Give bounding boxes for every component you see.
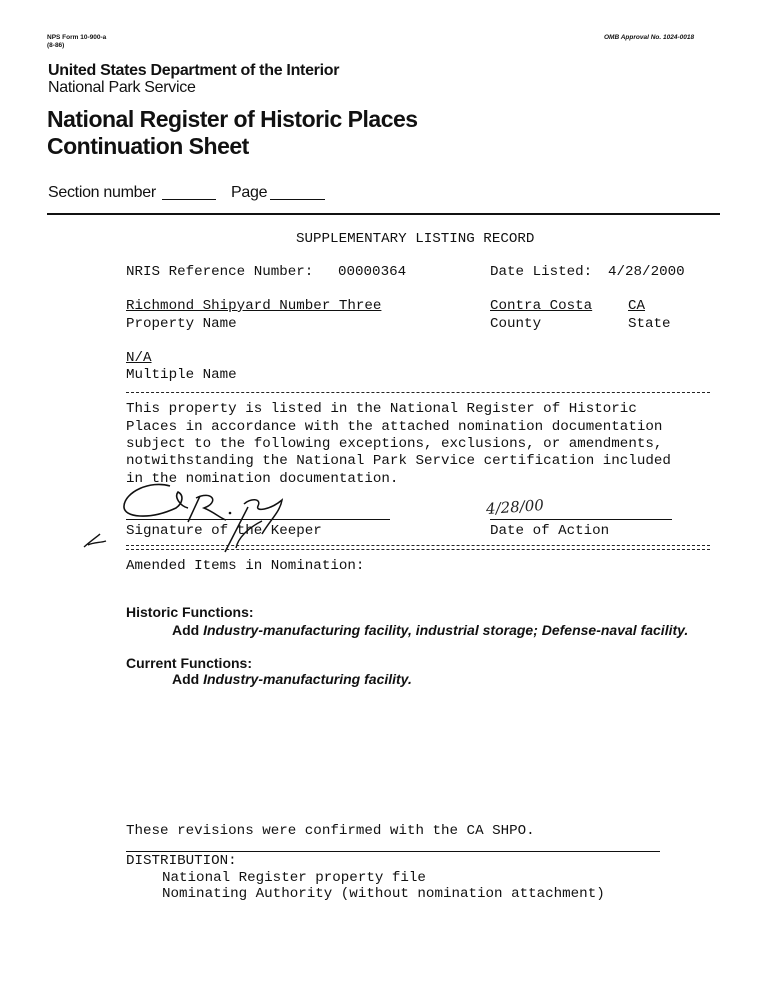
department-name: United States Department of the Interior xyxy=(48,62,340,79)
page-title-line2: Continuation Sheet xyxy=(47,133,249,159)
record-heading: SUPPLEMENTARY LISTING RECORD xyxy=(296,231,535,247)
statement-line-4: notwithstanding the National Park Service certification included xyxy=(126,453,671,469)
date-of-action-label: Date of Action xyxy=(490,523,610,539)
historic-functions-heading: Historic Functions: xyxy=(126,604,254,620)
double-divider xyxy=(126,545,710,550)
form-revision: (8-86) xyxy=(47,42,65,49)
multiple-name-label: Multiple Name xyxy=(126,367,237,383)
signature-label: Signature of the Keeper xyxy=(126,523,322,539)
county-label: County xyxy=(490,316,542,332)
state-label: State xyxy=(628,316,671,332)
distribution-item: National Register property file xyxy=(162,870,426,886)
historic-functions-entry xyxy=(172,622,688,638)
handwritten-action-date: 4/28/00 xyxy=(485,496,545,518)
form-number: NPS Form 10-900-a xyxy=(47,34,107,41)
statement-line-5: in the nomination documentation. xyxy=(126,471,399,487)
historic-functions-prefix: Add xyxy=(172,622,200,638)
state-value: CA xyxy=(628,298,646,314)
confirmation-note: These revisions were confirmed with the CA SHPO. xyxy=(126,823,535,839)
property-name: Richmond Shipyard Number Three xyxy=(126,298,382,314)
current-functions-heading: Current Functions: xyxy=(126,655,252,671)
page-title-line1: National Register of Historic Places xyxy=(47,106,418,132)
section-number-label: Section number xyxy=(48,184,156,201)
omb-approval: OMB Approval No. 1024-0018 xyxy=(604,34,695,41)
current-functions-entry xyxy=(172,671,412,687)
date-listed-value: 4/28/2000 xyxy=(608,264,685,280)
historic-functions-value: Industry-manufacturing facility, industrial storage; Defense-naval facility. xyxy=(203,622,689,638)
page-label: Page xyxy=(231,184,268,201)
distribution-heading: DISTRIBUTION: xyxy=(126,853,237,869)
nris-value: 00000364 xyxy=(338,264,407,280)
property-name-label: Property Name xyxy=(126,316,237,332)
county-value: Contra Costa xyxy=(490,298,593,314)
current-functions-value: Industry-manufacturing facility. xyxy=(203,671,412,687)
current-functions-prefix: Add xyxy=(172,671,200,687)
multiple-name-value: N/A xyxy=(126,350,152,366)
distribution-item: Nominating Authority (without nomination attachment) xyxy=(162,886,605,902)
statement-line-2: Places in accordance with the attached nomination documentation xyxy=(126,419,663,435)
date-listed-label: Date Listed: xyxy=(490,264,593,280)
amended-heading: Amended Items in Nomination: xyxy=(126,558,365,574)
agency-name: National Park Service xyxy=(48,79,196,96)
statement-line-1: This property is listed in the National Register of Historic xyxy=(126,401,637,417)
nris-label: NRIS Reference Number: xyxy=(126,264,314,280)
statement-line-3: subject to the following exceptions, exclusions, or amendments, xyxy=(126,436,663,452)
